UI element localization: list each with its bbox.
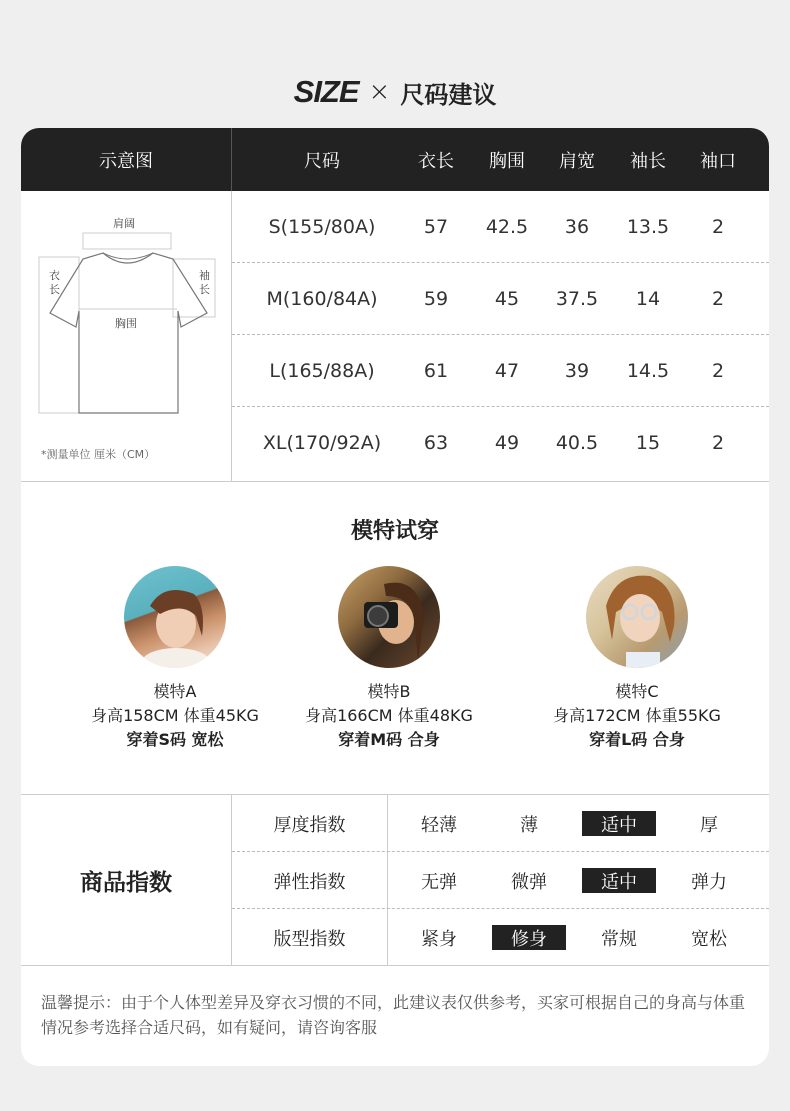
- cell-chest: 42.5: [485, 216, 529, 238]
- label-sleeve: 袖长: [199, 269, 210, 296]
- model-fit: 穿着S码 宽松: [126, 730, 224, 749]
- title-text: 尺码建议: [400, 80, 497, 109]
- table-row: [232, 407, 769, 479]
- model-fit: 穿着M码 合身: [338, 730, 440, 749]
- size-table-header: [21, 128, 769, 191]
- cell-chest: 49: [494, 432, 520, 454]
- model-b-photo: [338, 566, 440, 668]
- cell-length: 57: [423, 216, 449, 238]
- size-word: SIZE: [293, 74, 359, 109]
- model-card: [65, 566, 285, 752]
- cell-chest: 47: [494, 360, 520, 382]
- index-option: 轻薄: [421, 814, 457, 836]
- col-chest: 胸围: [489, 150, 525, 172]
- models-title: 模特试穿: [350, 519, 439, 544]
- unit-note: *测量单位 厘米（CM）: [41, 448, 156, 461]
- cell-cuff: 2: [711, 432, 725, 454]
- index-option: 微弹: [511, 871, 547, 893]
- index-option-selected: 适中: [582, 868, 656, 893]
- index-option: 薄: [520, 814, 538, 836]
- index-option: 无弹: [421, 871, 457, 893]
- cell-size: L(165/88A): [269, 360, 375, 382]
- index-option-selected: 适中: [582, 811, 656, 836]
- model-card: [527, 566, 747, 752]
- cell-chest: 45: [494, 288, 520, 310]
- index-row-elasticity: [232, 852, 769, 909]
- header-divider: [231, 128, 232, 191]
- model-fit: 穿着L码 合身: [589, 730, 685, 749]
- model-stats: 身高172CM 体重55KG: [553, 706, 721, 725]
- col-shoulder: 肩宽: [559, 150, 595, 172]
- page-title: [0, 70, 790, 114]
- model-a-photo: [124, 566, 226, 668]
- model-stats: 身高158CM 体重45KG: [91, 706, 259, 725]
- index-row-thickness: [232, 795, 769, 852]
- table-bottom-divider: [21, 481, 769, 482]
- label-chest: 胸围: [115, 317, 137, 330]
- cell-sleeve: 14: [635, 288, 661, 310]
- title-separator: ×: [368, 77, 391, 107]
- table-row: [232, 263, 769, 335]
- model-name: 模特B: [367, 682, 411, 701]
- col-cuff: 袖口: [700, 150, 736, 172]
- model-stats: 身高166CM 体重48KG: [305, 706, 473, 725]
- col-size: 尺码: [304, 150, 340, 172]
- index-option: 弹力: [691, 871, 727, 893]
- cell-length: 59: [423, 288, 449, 310]
- index-row-fit: [232, 909, 769, 966]
- label-length: 衣长: [49, 269, 60, 296]
- cell-sleeve: 13.5: [626, 216, 670, 238]
- index-label: 厚度指数: [273, 814, 346, 836]
- model-name: 模特C: [615, 682, 659, 701]
- cell-size: M(160/84A): [266, 288, 378, 310]
- cell-size: S(155/80A): [268, 216, 376, 238]
- index-option-selected: 修身: [492, 925, 566, 950]
- model-card: [279, 566, 499, 752]
- label-shoulder: 肩阔: [113, 217, 135, 230]
- cell-shoulder: 37.5: [555, 288, 599, 310]
- tshirt-diagram: [21, 191, 231, 481]
- index-option: 厚: [700, 814, 718, 836]
- index-option: 宽松: [691, 928, 727, 950]
- size-card: [21, 128, 769, 1066]
- cell-cuff: 2: [711, 288, 725, 310]
- cell-cuff: 2: [711, 360, 725, 382]
- cell-shoulder: 39: [564, 360, 590, 382]
- index-label: 版型指数: [273, 928, 346, 950]
- cell-shoulder: 36: [564, 216, 590, 238]
- cell-sleeve: 15: [635, 432, 661, 454]
- index-option: 常规: [601, 928, 637, 950]
- model-c-photo: [586, 566, 688, 668]
- table-row: [232, 335, 769, 407]
- cell-size: XL(170/92A): [262, 432, 382, 454]
- cell-length: 61: [423, 360, 449, 382]
- cell-sleeve: 14.5: [626, 360, 670, 382]
- model-name: 模特A: [153, 682, 197, 701]
- cell-shoulder: 40.5: [555, 432, 599, 454]
- cell-cuff: 2: [711, 216, 725, 238]
- index-option: 紧身: [421, 928, 457, 950]
- table-row: [232, 191, 769, 263]
- col-sleeve: 袖长: [630, 150, 666, 172]
- indices-title: 商品指数: [80, 869, 172, 896]
- index-label: 弹性指数: [273, 871, 346, 893]
- indices-bottom-divider: [21, 965, 769, 966]
- col-length: 衣长: [418, 150, 454, 172]
- size-tip: 温馨提示：由于个人体型差异及穿衣习惯的不同，此建议表仅供参考，买家可根据自己的身高与体重情况参考选择合适尺码，如有疑问，请咨询客服: [41, 993, 746, 1037]
- cell-length: 63: [423, 432, 449, 454]
- col-diagram: 示意图: [99, 150, 153, 172]
